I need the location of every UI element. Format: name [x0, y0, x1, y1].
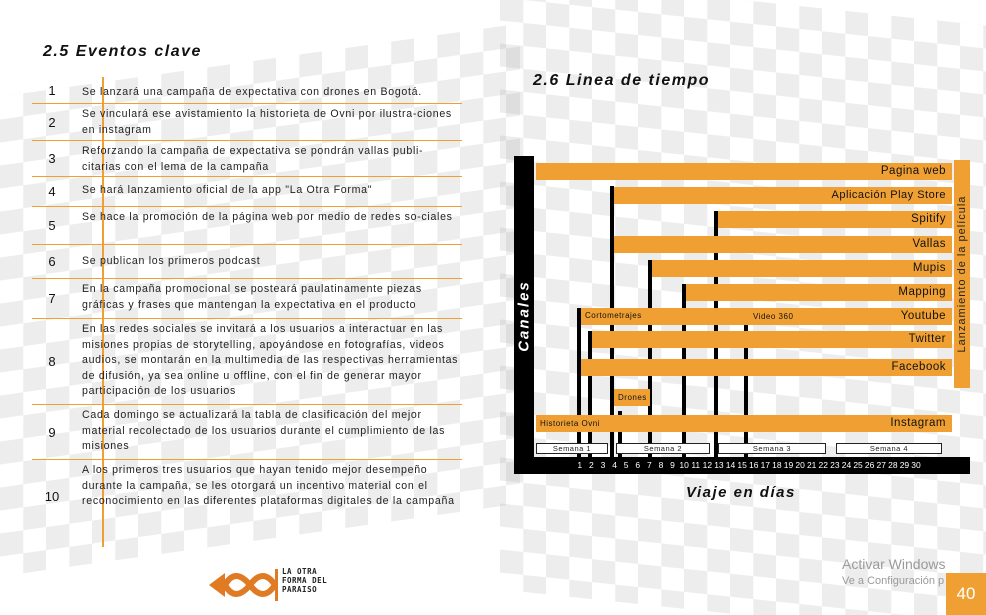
event-number: 2	[48, 114, 56, 130]
bar-label: Twitter	[908, 333, 946, 345]
bar-facebook	[581, 359, 952, 376]
event-row	[32, 177, 462, 207]
day-tick-label: 19	[783, 460, 794, 470]
bar-instagram	[536, 415, 952, 432]
event-number: 9	[48, 424, 56, 440]
activate-windows-subtitle: Ve a Configuración p	[842, 575, 945, 587]
day-tick-label: 11	[691, 460, 701, 470]
bar-label: Pagina web	[880, 165, 946, 177]
day-tick-label: 5	[623, 460, 629, 470]
day-tick-label: 13	[714, 460, 724, 470]
event-text: Se hace la promoción de la página web por medio de redes so-ciales	[82, 211, 453, 223]
logo-text	[282, 567, 327, 594]
section-title-linea-de-tiempo: 2.6 Linea de tiempo	[533, 72, 710, 89]
bar-mapping	[686, 284, 952, 301]
day-tick-label: 7	[646, 460, 652, 470]
bar-drones	[614, 389, 650, 406]
timeline-y-label	[514, 271, 534, 361]
bar-label: Instagram	[890, 417, 946, 429]
event-number: 8	[48, 354, 56, 369]
event-row	[32, 207, 462, 245]
day-tick-label: 18	[772, 460, 782, 470]
logo-text-line: PARAISO	[282, 585, 318, 594]
timeline-marker-line	[588, 331, 592, 457]
bar-label: Aplicación Play Store	[831, 189, 946, 201]
event-text: Se lanzará una campaña de expectativa con drones en Bogotá.	[82, 86, 422, 98]
bar-mupis	[652, 260, 952, 277]
day-tick-label: 25	[853, 460, 863, 470]
week-box: Semana 2	[616, 443, 710, 454]
day-tick-label: 23	[830, 460, 840, 470]
event-text: Cada domingo se actualizará la tabla de clasificación del mejor material recolectado de los usuarios durante el cumplimiento de las misiones	[82, 409, 446, 452]
timeline-marker-line	[577, 308, 581, 457]
day-tick-label: 20	[795, 460, 805, 470]
timeline-chart	[514, 156, 972, 476]
day-tick-label: 29	[899, 460, 910, 470]
day-tick-label: 17	[760, 460, 771, 470]
bar-sublabel-historieta-ovni: Historieta Ovni	[540, 419, 600, 428]
x-axis-label: Viaje en días	[686, 484, 796, 501]
event-text: Se hará lanzamiento oficial de la app "La Otra Forma"	[82, 184, 373, 196]
day-tick-label: 9	[670, 460, 675, 470]
event-row	[32, 245, 462, 279]
event-number: 5	[48, 218, 56, 233]
event-row	[32, 405, 462, 460]
day-tick-label: 24	[841, 460, 852, 470]
page-number: 40	[946, 573, 986, 615]
day-tick-label: 16	[748, 460, 759, 470]
event-number: 7	[48, 291, 56, 306]
events-table	[32, 77, 462, 532]
day-tick-label: 28	[888, 460, 898, 470]
day-tick-label: 6	[635, 460, 641, 470]
day-tick-label: 26	[864, 460, 875, 470]
day-tick-label: 2	[589, 460, 594, 470]
bar-label: Spitify	[911, 213, 946, 225]
week-box: Semana 3	[718, 443, 826, 454]
day-tick-label: 3	[600, 460, 606, 470]
bar-label: Youtube	[900, 310, 946, 322]
section-title-eventos-clave: 2.5 Eventos clave	[43, 43, 202, 60]
week-box: Semana 1	[536, 443, 608, 454]
event-number: 6	[48, 254, 56, 269]
logo-text-line: FORMA DEL	[282, 576, 328, 585]
event-number: 10	[44, 488, 60, 504]
event-text: Se publican los primeros podcast	[82, 255, 261, 267]
bar-sublabel-video-360: Video 360	[753, 312, 794, 321]
bar-aplicacion-play-store	[614, 187, 952, 204]
bar-vallas	[614, 236, 952, 253]
event-text: En la campaña promocional se posteará paulatinamente piezas gráficas y frases que mantengan la expectativa en el producto	[82, 283, 422, 311]
event-row	[32, 460, 462, 532]
day-tick-label: 1	[577, 460, 583, 470]
event-row	[32, 141, 462, 177]
event-text: A los primeros tres usuarios que hayan tenido mejor desempeño durante la campaña, se les otorgará un incentivo material con el reconocimiento en las diferentes plataformas digitales de la campaña	[82, 464, 455, 507]
bar-sublabel-cortometrajes: Cortometrajes	[585, 311, 642, 320]
weeks-row	[536, 443, 970, 455]
day-tick-label: 15	[737, 460, 747, 470]
event-number: 3	[48, 151, 56, 166]
bar-youtube	[581, 308, 952, 325]
day-tick-label: 22	[818, 460, 828, 470]
event-number: 1	[48, 82, 56, 98]
y-axis-label: Canales	[515, 280, 533, 352]
bar-pagina-web	[536, 163, 952, 180]
day-tick-label: 27	[876, 460, 886, 470]
days-axis	[574, 458, 922, 473]
day-tick-label: 4	[612, 460, 617, 470]
event-text: En las redes sociales se invitará a los usuarios a interactuar en las misiones propias de storytelling, apoyándose en fotografías, videos audios, se montarán en la multimedia de las respectivas herramientas de difusión, ya sea online u offline, con el fin de generar mayor participación de los usuarios	[82, 323, 459, 397]
bar-label: Mupis	[912, 262, 946, 274]
event-row	[32, 104, 462, 141]
day-tick-label: 10	[679, 460, 689, 470]
day-tick-label: 12	[702, 460, 713, 470]
activate-windows-title: Activar Windows	[842, 556, 946, 572]
bar-label: Mapping	[898, 286, 946, 298]
event-row	[32, 77, 462, 104]
bar-label: Vallas	[912, 238, 946, 250]
day-tick-label: 14	[725, 460, 736, 470]
bar-label: Drones	[618, 393, 647, 402]
bar-spitify	[718, 211, 952, 228]
week-box: Semana 4	[836, 443, 942, 454]
logo-text-line: LA OTRA	[282, 567, 318, 576]
event-text: Reforzando la campaña de expectativa se pondrán vallas publi-citarias con el lema de la campaña	[82, 145, 424, 173]
lanzamiento-pelicula-bar	[954, 160, 970, 388]
day-tick-label: 21	[806, 460, 817, 470]
event-row	[32, 319, 462, 405]
side-label: Lanzamiento de la película	[956, 195, 968, 353]
bar-label: Facebook	[891, 361, 946, 373]
event-row	[32, 279, 462, 319]
day-tick-label: 8	[658, 460, 664, 470]
event-text: Se vinculará ese avistamiento la historieta de Ovni por ilustra-ciones en instagram	[82, 108, 452, 136]
day-tick-label: 30	[911, 460, 921, 470]
event-number: 4	[48, 184, 56, 199]
bar-twitter	[592, 331, 952, 348]
